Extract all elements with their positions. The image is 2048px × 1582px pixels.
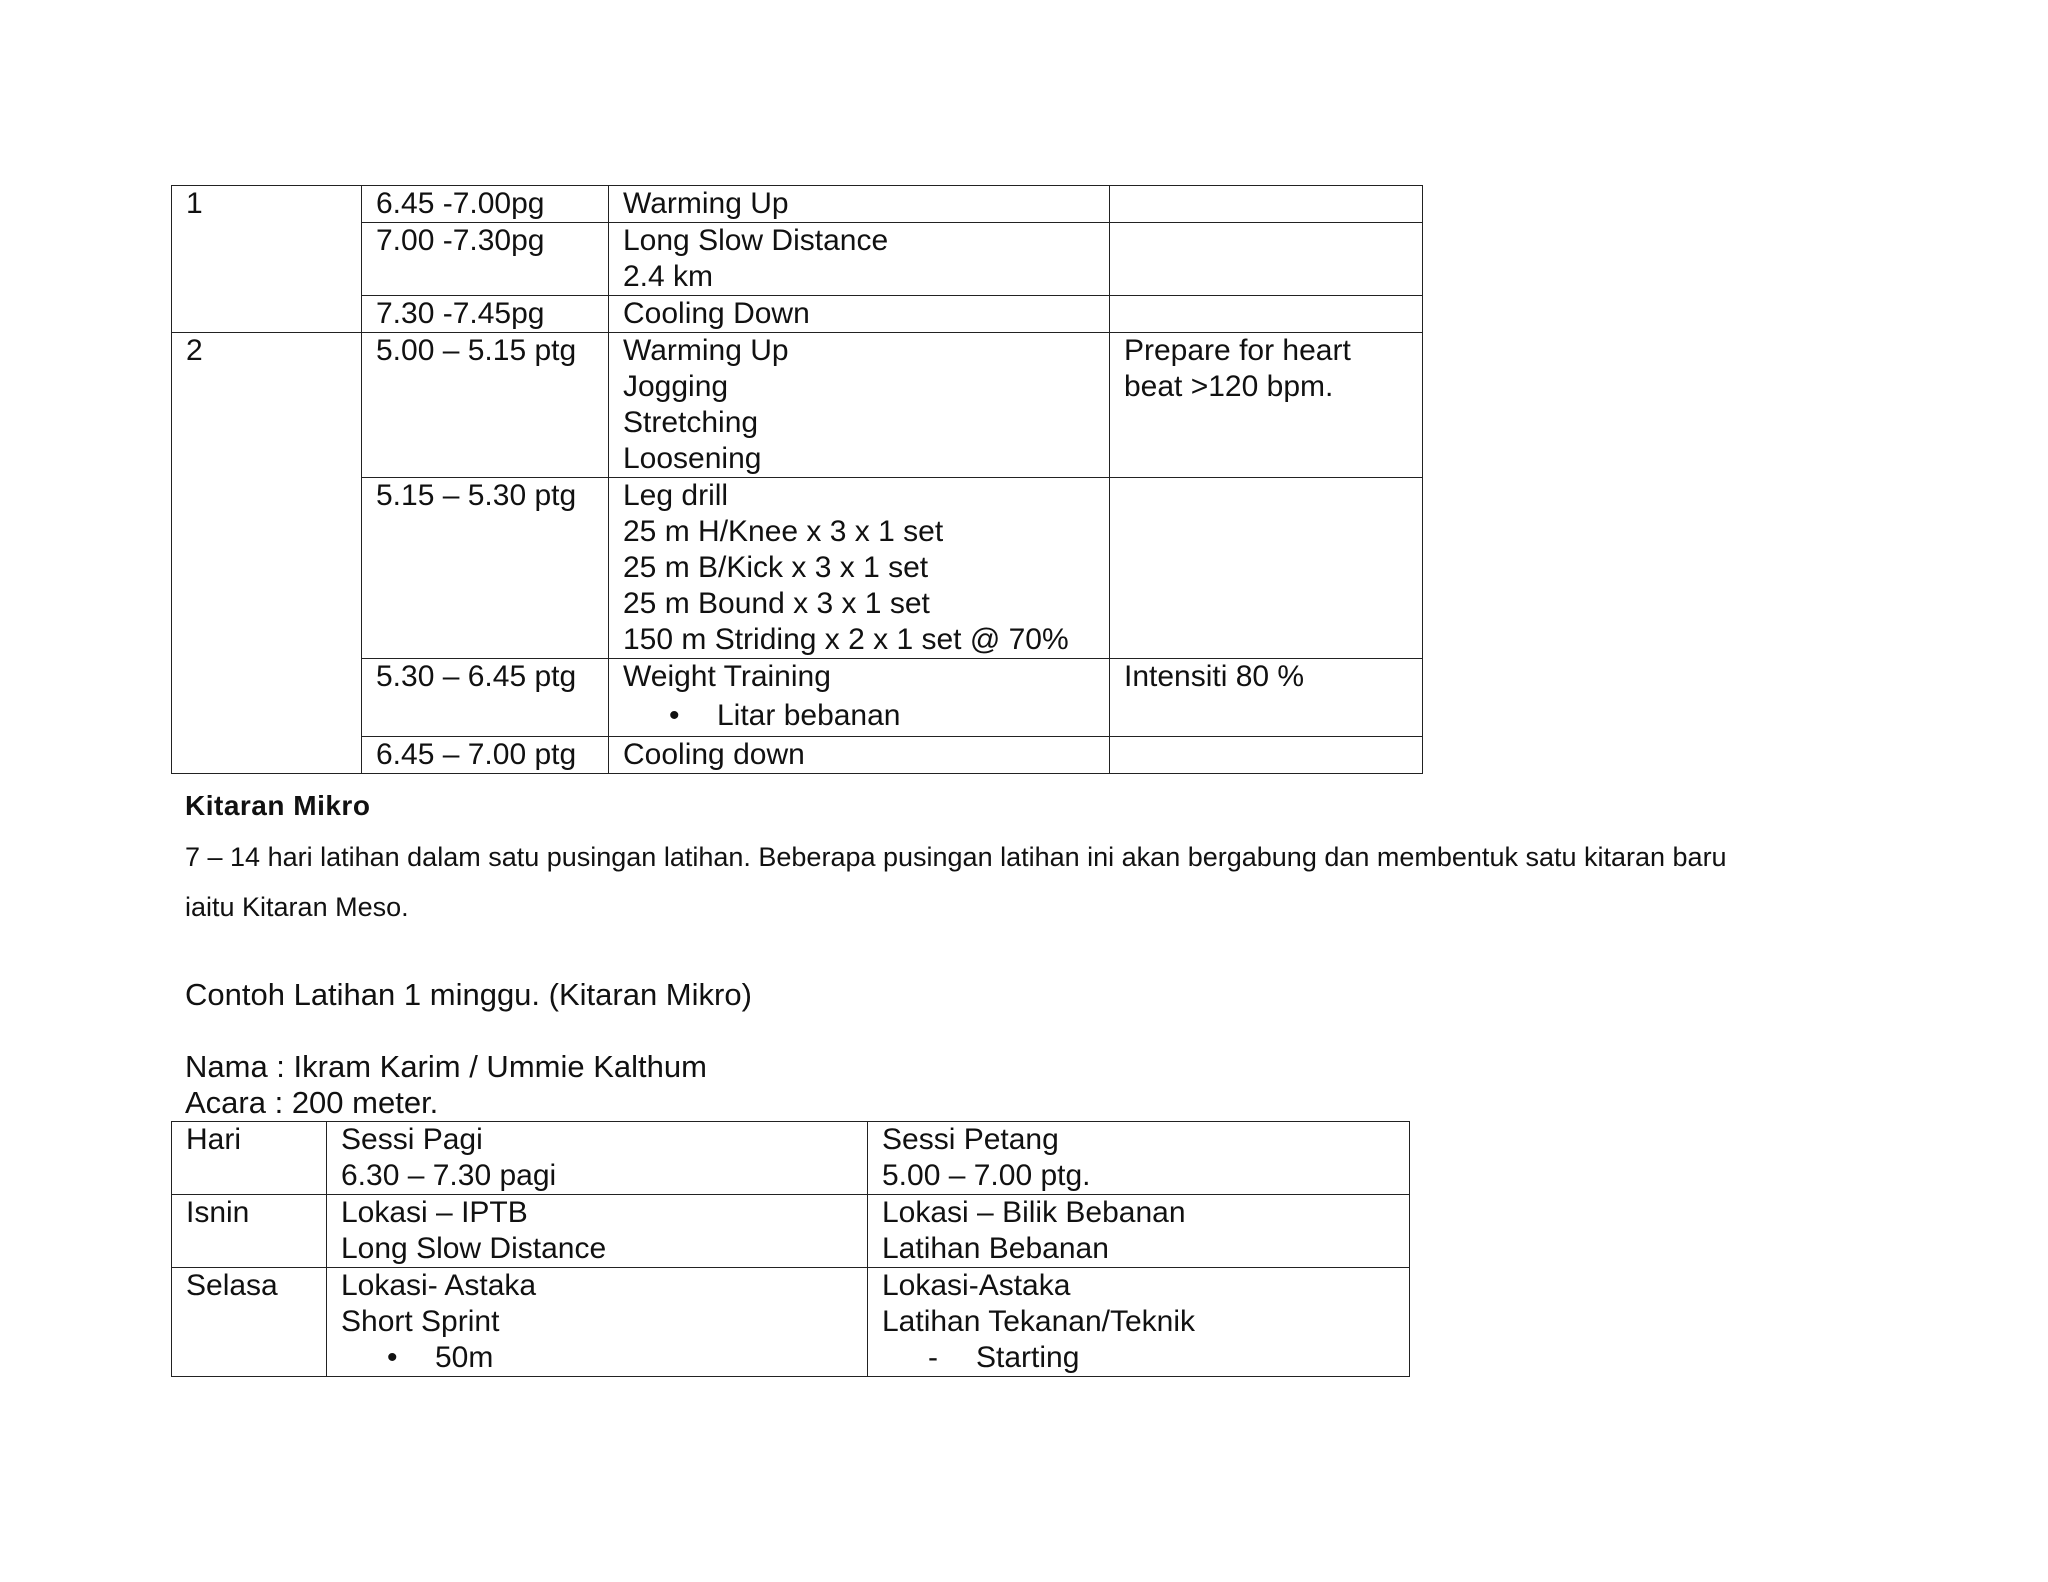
time-cell xyxy=(362,737,609,774)
training-schedule-table xyxy=(171,185,1423,774)
evening-cell xyxy=(868,1195,1410,1268)
time-cell xyxy=(362,659,609,737)
notes-cell xyxy=(1110,186,1423,223)
time-cell xyxy=(362,333,609,478)
activity-text: Cooling Down xyxy=(623,297,810,330)
bullet-text: Starting xyxy=(976,1341,1080,1374)
day-cell xyxy=(172,333,362,774)
notes-cell xyxy=(1110,478,1423,659)
activity-text: 25 m H/Knee x 3 x 1 set xyxy=(623,515,944,548)
activity-cell xyxy=(609,223,1110,296)
bullet-text: 50m xyxy=(435,1341,494,1374)
example-title: Contoh Latihan 1 minggu. (Kitaran Mikro) xyxy=(185,977,752,1012)
activity-cell xyxy=(609,186,1110,223)
bullet-text: Litar bebanan xyxy=(717,699,901,732)
activity-text: 150 m Striding x 2 x 1 set @ 70% xyxy=(623,623,1069,656)
header-cell xyxy=(172,1122,327,1195)
day-number: 2 xyxy=(186,334,203,367)
activity-text: Stretching xyxy=(623,406,759,439)
activity-cell xyxy=(609,333,1110,478)
notes-text: Intensiti 80 % xyxy=(1124,660,1305,693)
notes-cell xyxy=(1110,333,1423,478)
table-row xyxy=(172,1268,1410,1377)
time-cell xyxy=(362,478,609,659)
activity-text: Long Slow Distance xyxy=(623,224,889,257)
activity-cell xyxy=(609,737,1110,774)
activity-cell xyxy=(609,659,1110,737)
time-text: 6.45 -7.00pg xyxy=(376,187,545,220)
activity-text: 2.4 km xyxy=(623,260,714,293)
header-cell xyxy=(868,1122,1410,1195)
morning-cell xyxy=(327,1268,868,1377)
dash-item xyxy=(882,1340,1395,1376)
dash-icon: - xyxy=(928,1341,938,1374)
activity-cell xyxy=(609,296,1110,333)
activity-text: Warming Up xyxy=(623,187,789,220)
session-text: Short Sprint xyxy=(341,1305,500,1338)
notes-cell xyxy=(1110,659,1423,737)
activity-text: 25 m Bound x 3 x 1 set xyxy=(623,587,930,620)
header-text: Sessi Petang xyxy=(882,1123,1059,1156)
notes-cell xyxy=(1110,223,1423,296)
activity-text: Cooling down xyxy=(623,738,805,771)
session-text: Lokasi – Bilik Bebanan xyxy=(882,1196,1186,1229)
event-line: Acara : 200 meter. xyxy=(185,1085,439,1120)
notes-text: Prepare for heart xyxy=(1124,334,1351,367)
header-text: Hari xyxy=(186,1123,242,1156)
notes-text: beat >120 bpm. xyxy=(1124,370,1334,403)
name-line: Nama : Ikram Karim / Ummie Kalthum xyxy=(185,1049,707,1084)
session-text: Latihan Bebanan xyxy=(882,1232,1109,1265)
evening-cell xyxy=(868,1268,1410,1377)
bullet-item xyxy=(341,1340,853,1376)
time-text: 5.00 – 5.15 ptg xyxy=(376,334,577,367)
time-text: 5.30 – 6.45 ptg xyxy=(376,660,577,693)
paragraph-line: 7 – 14 hari latihan dalam satu pusingan latihan. Beberapa pusingan latihan ini akan bergabung dan membentuk satu kitaran baru xyxy=(185,842,1727,872)
header-text: 5.00 – 7.00 ptg. xyxy=(882,1159,1091,1192)
table-row xyxy=(172,1195,1410,1268)
table-row xyxy=(172,186,1423,223)
weekly-plan-table xyxy=(171,1121,1410,1377)
session-text: Long Slow Distance xyxy=(341,1232,607,1265)
day-number: 1 xyxy=(186,187,203,220)
time-cell xyxy=(362,296,609,333)
time-text: 6.45 – 7.00 ptg xyxy=(376,738,577,771)
day-text: Isnin xyxy=(186,1196,250,1229)
day-cell xyxy=(172,1268,327,1377)
activity-cell xyxy=(609,478,1110,659)
activity-text: 25 m B/Kick x 3 x 1 set xyxy=(623,551,929,584)
time-cell xyxy=(362,186,609,223)
session-text: Lokasi – IPTB xyxy=(341,1196,528,1229)
time-text: 7.30 -7.45pg xyxy=(376,297,545,330)
section-heading: Kitaran Mikro xyxy=(185,790,371,821)
table-header-row xyxy=(172,1122,1410,1195)
session-text: Lokasi- Astaka xyxy=(341,1269,537,1302)
activity-text: Leg drill xyxy=(623,479,729,512)
notes-cell xyxy=(1110,737,1423,774)
time-text: 7.00 -7.30pg xyxy=(376,224,545,257)
activity-text: Jogging xyxy=(623,370,729,403)
day-text: Selasa xyxy=(186,1269,278,1302)
activity-text: Loosening xyxy=(623,442,762,475)
bullet-icon: • xyxy=(387,1341,398,1374)
bullet-item xyxy=(623,695,1095,736)
header-cell xyxy=(327,1122,868,1195)
session-text: Latihan Tekanan/Teknik xyxy=(882,1305,1196,1338)
activity-text: Weight Training xyxy=(623,660,831,693)
morning-cell xyxy=(327,1195,868,1268)
day-cell xyxy=(172,186,362,333)
bullet-icon: • xyxy=(669,699,680,732)
table-row xyxy=(172,333,1423,478)
day-cell xyxy=(172,1195,327,1268)
header-text: Sessi Pagi xyxy=(341,1123,483,1156)
header-text: 6.30 – 7.30 pagi xyxy=(341,1159,557,1192)
session-text: Lokasi-Astaka xyxy=(882,1269,1071,1302)
time-text: 5.15 – 5.30 ptg xyxy=(376,479,577,512)
paragraph-line: iaitu Kitaran Meso. xyxy=(185,892,409,922)
activity-text: Warming Up xyxy=(623,334,789,367)
notes-cell xyxy=(1110,296,1423,333)
time-cell xyxy=(362,223,609,296)
